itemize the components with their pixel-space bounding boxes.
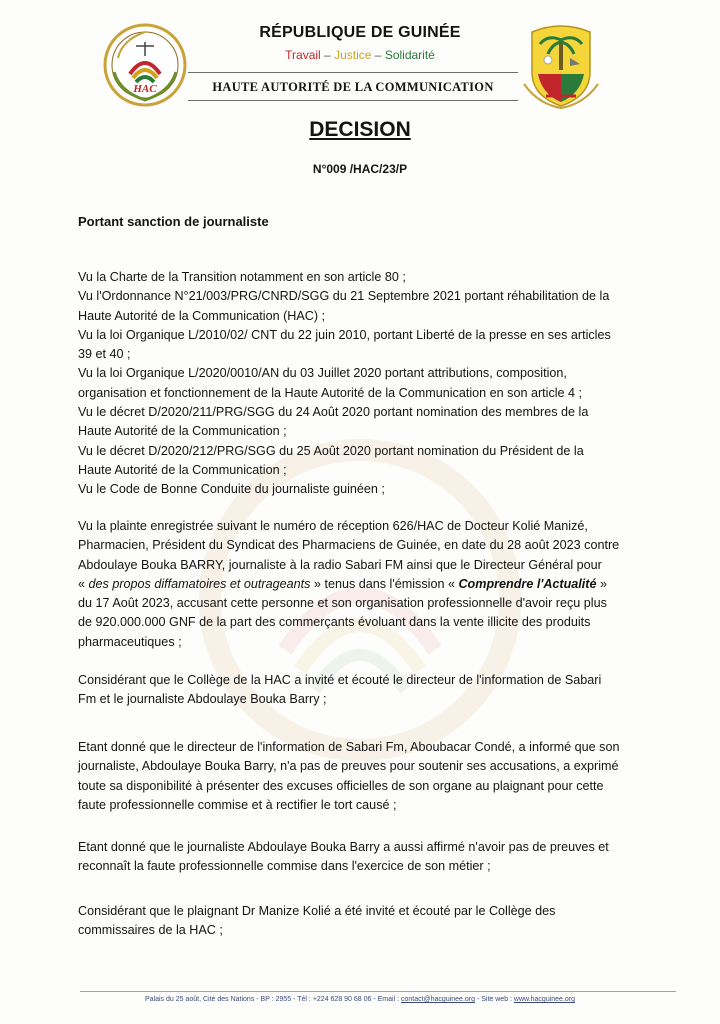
paragraph-line: Etant donné que le journaliste Abdoulaye Bouka Barry a aussi affirmé n'avoir pas de preuves et: [78, 840, 609, 854]
footer-address: Palais du 25 août, Cité des Nations - BP : 2955 - Tél : +224 628 90 68 06 - Email :: [144, 996, 401, 1003]
legal-basis-line: Vu le décret D/2020/212/PRG/SGG du 25 Août 2020 portant nomination du Président de la: [78, 443, 584, 458]
footer-website-link[interactable]: www.hacguinee.org: [513, 996, 576, 1003]
motto-work: Travail: [285, 48, 321, 62]
paragraph-text: » tenus dans l'émission «: [310, 576, 459, 591]
legal-basis-line: 39 et 40 ;: [78, 347, 131, 362]
legal-basis-line: Haute Autorité de la Communication (HAC) ;: [78, 308, 326, 323]
document-title: DECISION: [309, 118, 411, 141]
hac-logo-text: HAC: [133, 83, 157, 95]
etant-donne-paragraph: [78, 738, 644, 815]
motto-justice: Justice: [334, 48, 372, 62]
paragraph-line: Vu la plainte enregistrée suivant le numéro de réception 626/HAC de Docteur Kolié Manizé,: [78, 519, 588, 533]
paragraph-line: Considérant que le plaignant Dr Manize Kolié a été invité et écouté par le Collège des: [78, 904, 556, 918]
legal-basis-line: Vu l'Ordonnance N°21/003/PRG/CNRD/SGG du 21 Septembre 2021 portant réhabilitation de la: [78, 289, 610, 304]
quote-open: «: [78, 576, 89, 591]
paragraph-line: [78, 575, 644, 594]
considerant-paragraph: [78, 902, 644, 941]
paragraph-line: commissaires de la HAC ;: [78, 923, 223, 938]
paragraph-line: toute sa disponibilité à présenter des excuses officielles de son organe au plaignant pour cette: [78, 778, 604, 793]
quoted-remarks: des propos diffamatoires et outrageants: [88, 576, 311, 591]
footer-contact: [0, 996, 720, 1003]
legal-basis-line: Haute Autorité de la Communication ;: [78, 462, 287, 477]
header-divider: [188, 72, 518, 73]
paragraph-line: Considérant que le Collège de la HAC a invité et écouté le directeur de l'information de Sabari: [78, 673, 602, 687]
footer-divider: [80, 991, 676, 992]
legal-basis-line: Haute Autorité de la Communication ;: [78, 424, 287, 439]
footer-web-label: - Site web :: [475, 996, 514, 1003]
national-motto: [0, 48, 720, 62]
motto-solidarity: Solidarité: [384, 48, 435, 62]
paragraph-line: pharmaceutiques ;: [78, 634, 182, 649]
paragraph-line: de 920.000.000 GNF de la part des commerçants évoluant dans la vente illicite des produits: [78, 615, 591, 630]
paragraph-line: reconnaît la faute professionnelle commise dans l'exercice de son métier ;: [78, 859, 491, 874]
legal-basis-line: Vu le Code de Bonne Conduite du journaliste guinéen ;: [78, 482, 385, 497]
etant-donne-paragraph: [78, 838, 644, 877]
paragraph-line: journaliste, Abdoulaye Bouka Barry, n'a pas de preuves pour soutenir ses accusations, a exprimé: [78, 759, 619, 774]
paragraph-line: faute professionnelle commise et à rectifier le tort causé ;: [78, 797, 397, 812]
show-title: Comprendre l'Actualité: [458, 576, 597, 591]
motto-separator: –: [374, 48, 382, 62]
legal-basis-line: Vu le décret D/2020/211/PRG/SGG du 24 Août 2020 portant nomination des membres de la: [78, 405, 589, 420]
paragraph-line: Pharmacien, Président du Syndicat des Pharmaciens de Guinée, en date du 28 août 2023 contre: [78, 538, 620, 553]
legal-basis-line: Vu la loi Organique L/2020/0010/AN du 03 Juillet 2020 portant attributions, composition,: [78, 366, 567, 381]
legal-basis-list: [78, 268, 644, 500]
legal-basis-line: Vu la Charte de la Transition notamment en son article 80 ;: [78, 270, 406, 284]
country-name: RÉPUBLIQUE DE GUINÉE: [259, 24, 461, 41]
authority-name: HAUTE AUTORITÉ DE LA COMMUNICATION: [212, 80, 494, 94]
footer-email-link[interactable]: contact@hacguinee.org: [400, 996, 476, 1003]
paragraph-line: Fm et le journaliste Abdoulaye Bouka Barry ;: [78, 692, 327, 707]
complaint-paragraph: [78, 517, 644, 652]
legal-basis-line: organisation et fonctionnement de la Haute Autorité de la Communication en son article 4 ;: [78, 385, 583, 400]
motto-separator: –: [324, 48, 331, 62]
legal-basis-line: Vu la loi Organique L/2010/02/ CNT du 22 juin 2010, portant Liberté de la presse en ses articles: [78, 327, 611, 342]
paragraph-line: Abdoulaye Bouka BARRY, journaliste à la radio Sabari FM ainsi que le Directeur Général pour: [78, 557, 602, 572]
header-divider: [188, 100, 518, 101]
quote-close: »: [596, 576, 608, 591]
paragraph-line: Etant donné que le directeur de l'information de Sabari Fm, Aboubacar Condé, a informé que son: [78, 740, 620, 754]
paragraph-line: du 17 Août 2023, accusant cette personne et son organisation professionnelle d'avoir reçu plus: [78, 596, 607, 611]
document-number: N°009 /HAC/23/P: [312, 162, 408, 176]
considerant-paragraph: [78, 671, 644, 710]
document-subject: Portant sanction de journaliste: [78, 214, 269, 229]
